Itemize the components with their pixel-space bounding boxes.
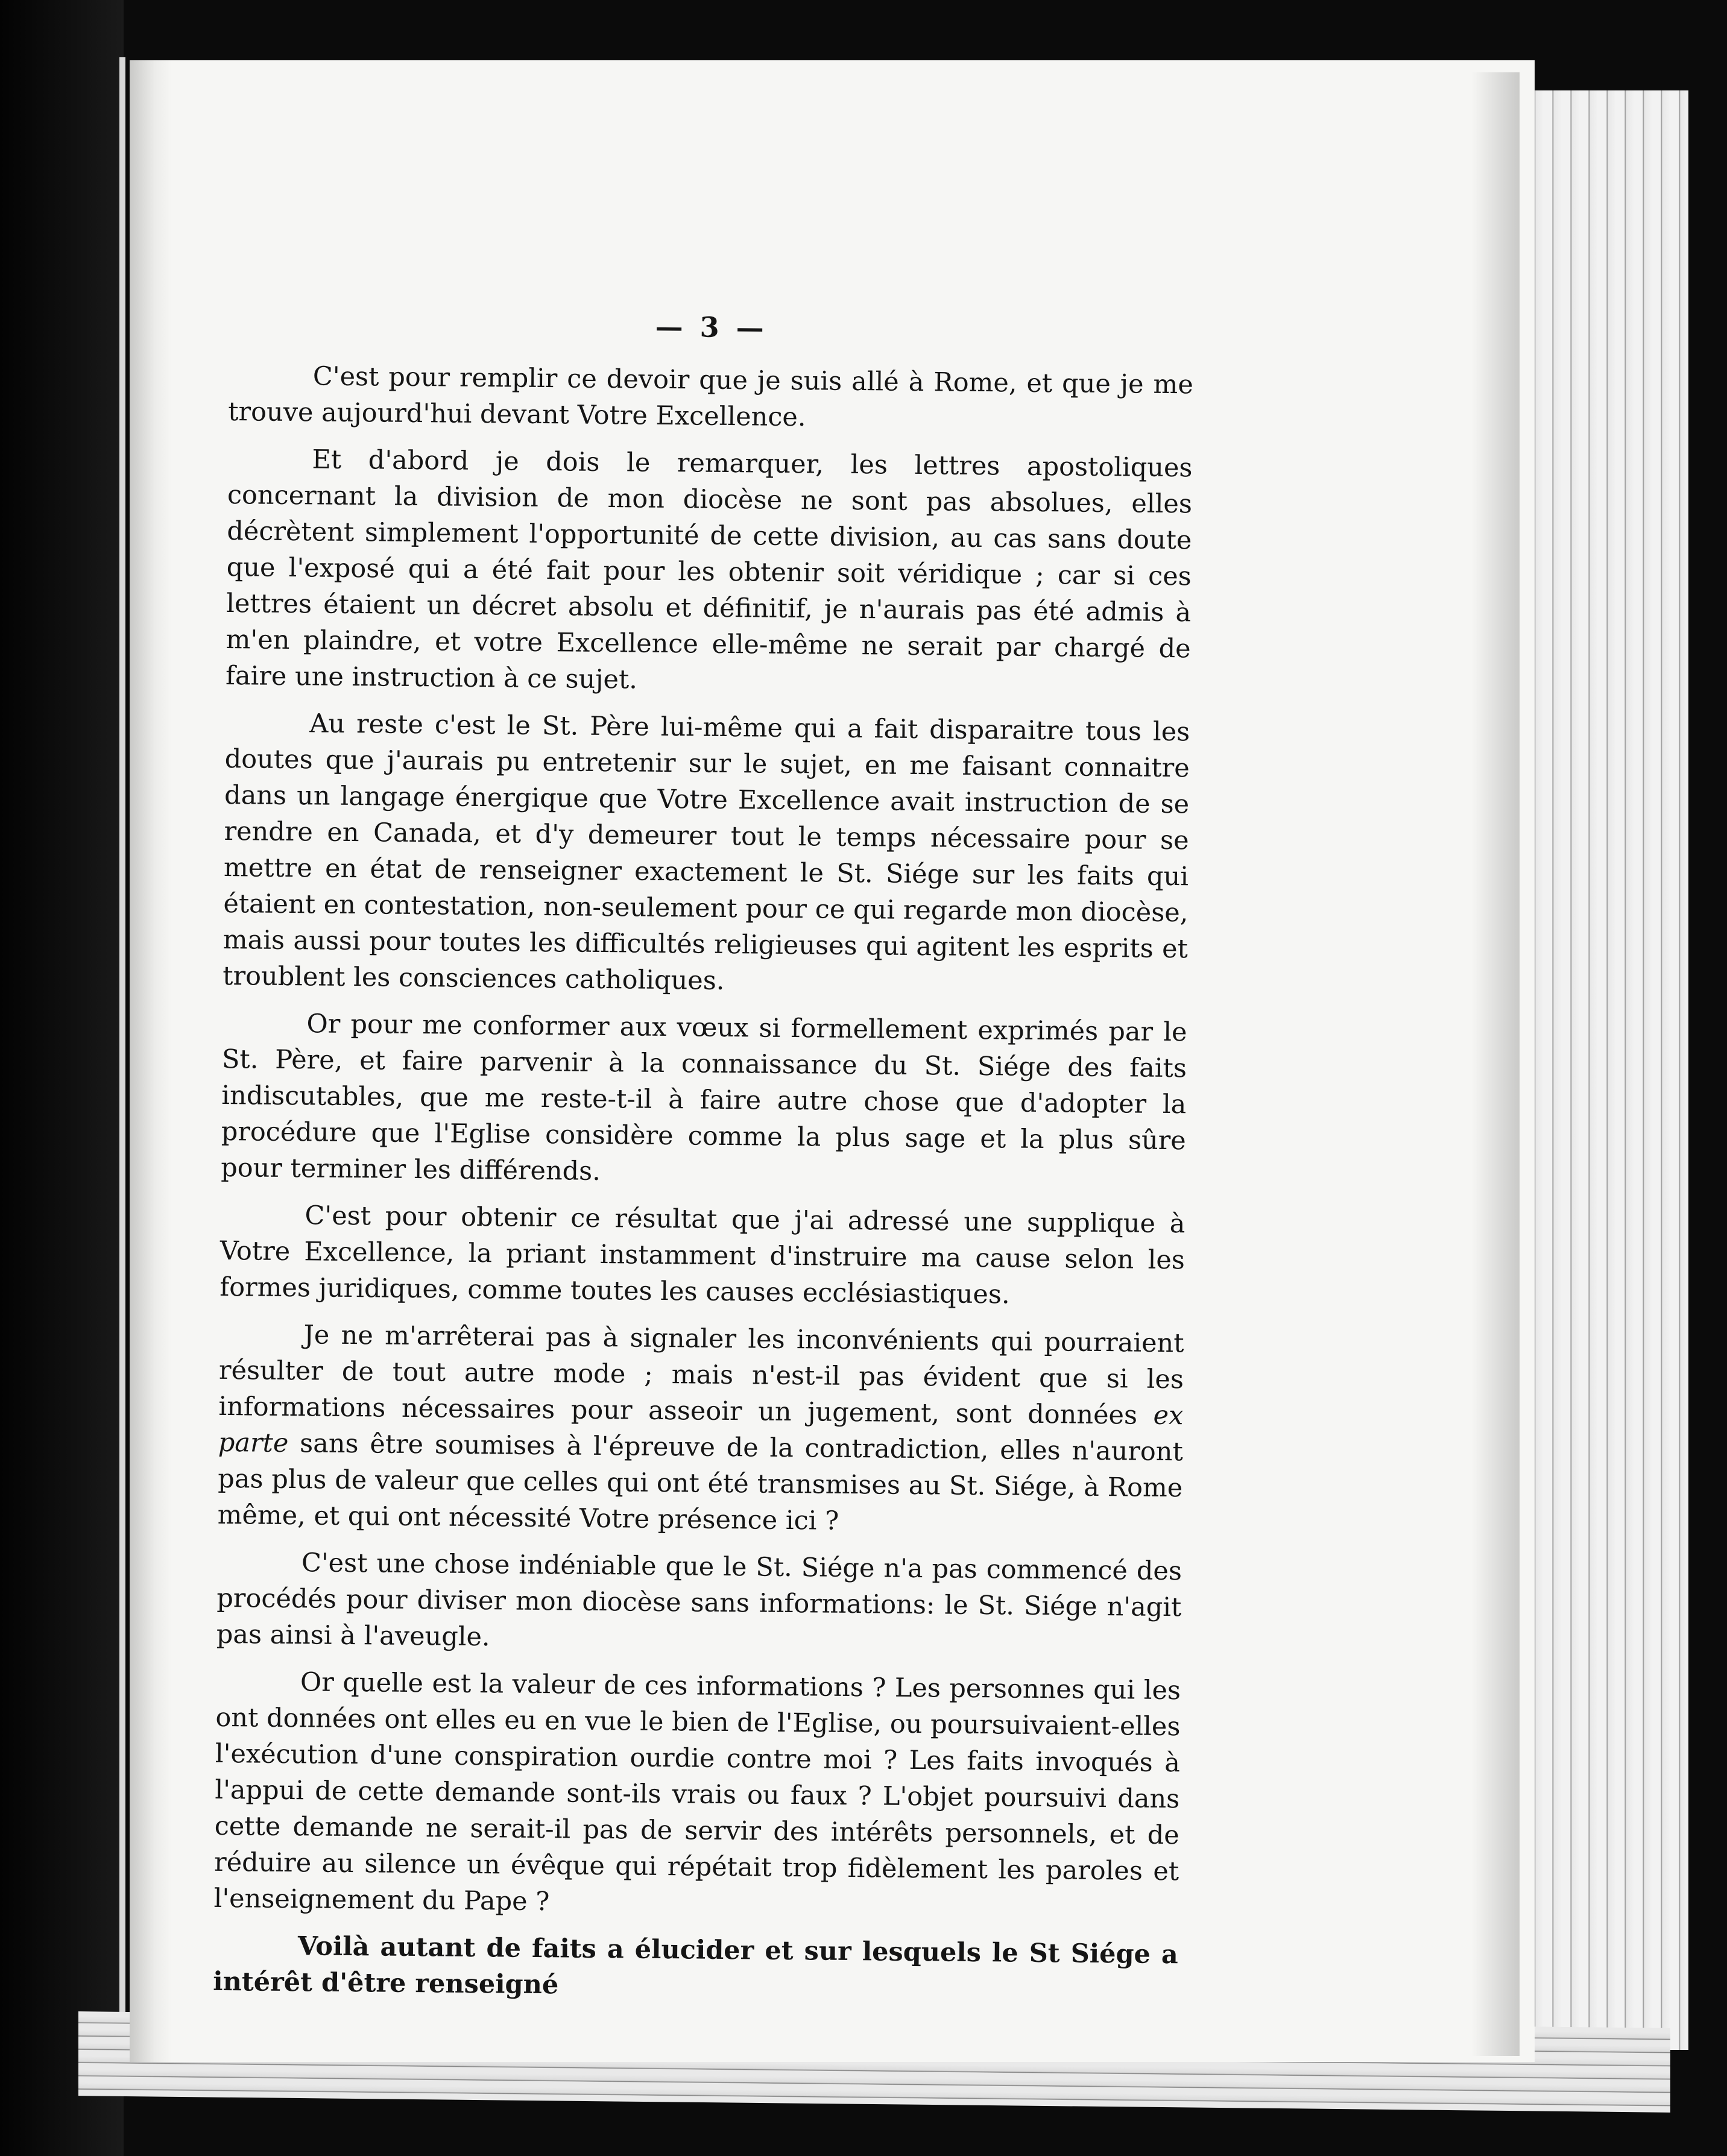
page-text (213, 304, 1194, 2020)
page-number: — 3 — (655, 310, 768, 344)
paragraph: Au reste c'est le St. Père lui-même qui a fait disparaitre tous les doutes que j'aurais pu entretenir sur le sujet, en me faisant connaitre dans un langage énergique que Votre Excellence avait instruction de se rendre en Canada, et d'y demeurer tout le temps nécessaire pour se mettre en état de renseigner exactement le St. Siége sur les faits qui étaient en contestation, non-seulement pour ce qui regarde mon diocèse, mais aussi pour toutes les difficultés religieuses qui agitent les esprits et troublent les consciences catholiques. (223, 708, 1190, 996)
italic-phrase: ex parte (218, 1400, 1184, 1459)
page-stack-edge (1508, 90, 1688, 2050)
paragraph-end: sans être soumises à l'épreuve de la contradiction, elles n'auront pas plus de valeur que celles qui ont été transmises au St. Siége, à Rome même, et qui ont nécessité Votre présence ici ? (217, 1428, 1184, 1536)
paragraph: Or quelle est la valeur de ces informations ? Les personnes qui les ont données ont elles eu en vue le bien de l'Eglise, ou poursuivaient-elles l'exécution d'une conspiration ourdie contre moi ? Les faits invoqués à l'appui de cette demande sont-ils vrais ou faux ? L'objet poursuivi dans cette demande ne serait-il pas de servir des intérêts personnels, et de réduire au silence un évêque qui répétait trop fidèlement les paroles et l'enseignement du Pape ? (213, 1667, 1181, 1917)
paragraph: C'est pour remplir ce devoir que je suis allé à Rome, et que je me trouve aujourd'hui devant Votre Excellence. (228, 361, 1194, 433)
page-edge-shadow (1471, 72, 1520, 2056)
left-page-edge (0, 0, 124, 2156)
paragraph-with-italic (217, 1316, 1184, 1542)
paragraph: Or pour me conformer aux vœux si formellement exprimés par le St. Père, et faire parvenir à la connaissance du St. Siége des faits indiscutables, que me reste-t-il à faire autre chose que d'adopter la procédure que l'Eglise considère comme la plus sage et la plus sûre pour terminer les différends. (221, 1009, 1187, 1187)
paragraph: Et d'abord je dois le remarquer, les lettres apostoliques concernant la division de mon diocèse ne sont pas absolues, elles décrètent simplement l'opportunité de cette division, au cas sans doute que l'exposé qui a été fait pour les obtenir soit véridique ; car si ces lettres étaient un décret absolu et définitif, je n'aurais pas été admis à m'en plaindre, et votre Excellence elle-même ne serait par chargé de faire une instruction à ce sujet. (225, 444, 1193, 695)
paragraph: C'est pour obtenir ce résultat que j'ai adressé une supplique à Votre Excellence, la priant instamment d'instruire ma cause selon les formes juridiques, comme toutes les causes ecclésiastiques. (219, 1200, 1186, 1310)
closing-paragraph: Voilà autant de faits a élucider et sur lesquels le St Siége a intérêt d'être renseigné (213, 1931, 1179, 2000)
paragraph: C'est une chose indéniable que le St. Siége n'a pas commencé des procédés pour diviser mon diocèse sans informations: le St. Siége n'agit pas ainsi à l'aveugle. (216, 1548, 1182, 1653)
gutter-shadow (130, 60, 172, 2062)
paragraph-start: Je ne m'arrêterai pas à signaler les inconvénients qui pourraient résulter de tout autre mode ; mais n'est-il pas évident que si les informations nécessaires pour asseoir un jugement, sont données (218, 1320, 1184, 1431)
book-binding (119, 57, 125, 2077)
